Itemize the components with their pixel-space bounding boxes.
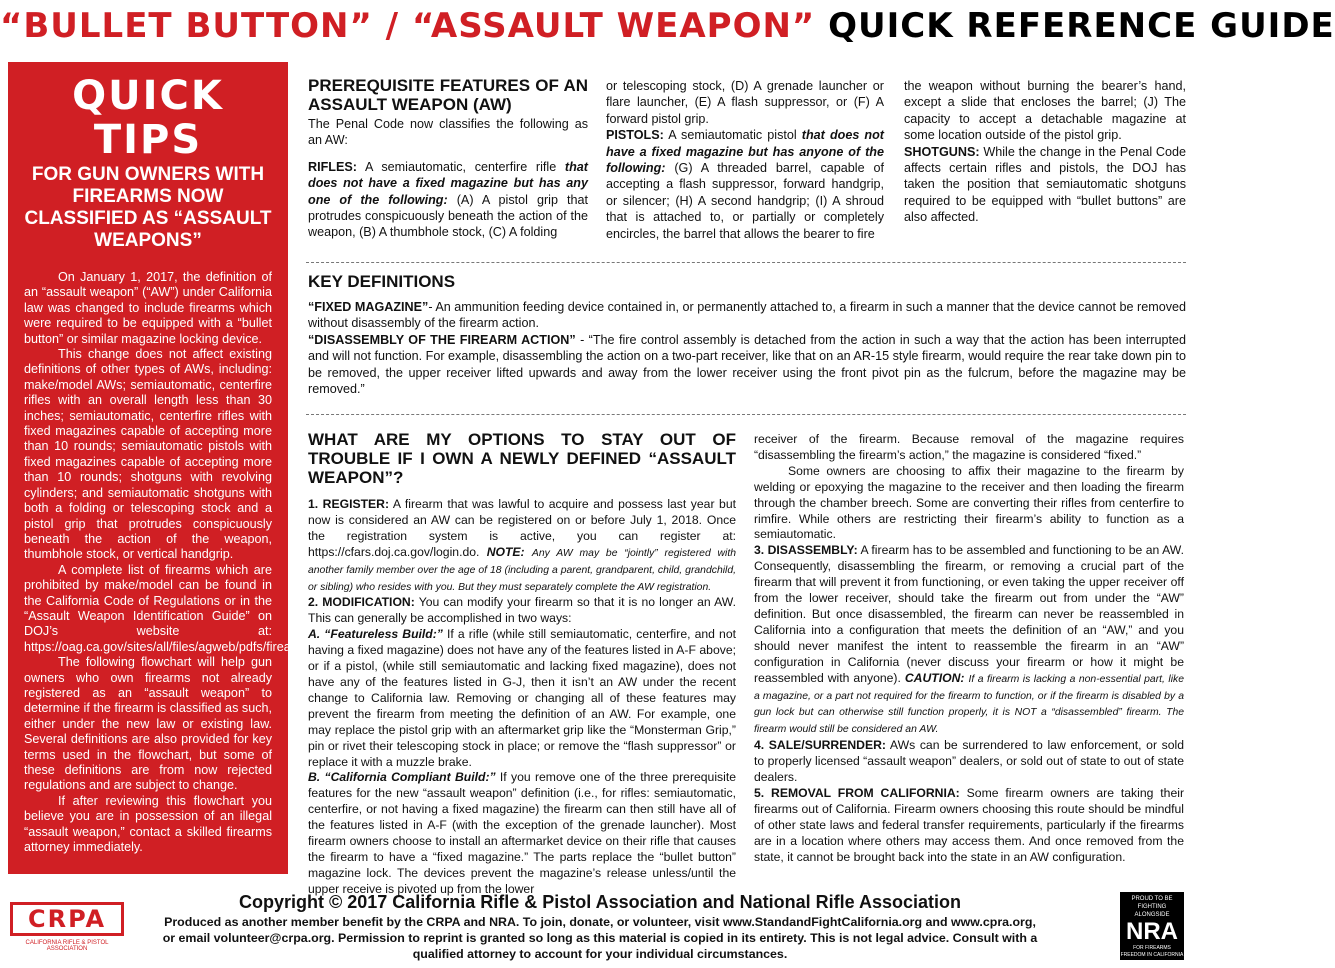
fixed-magazine-def xyxy=(308,299,1186,332)
sidebar-paragraph: The following flowchart will help gun owners who own firearms not already registered as an “assault weapon” to determine if the firearm is classified as such, either under the new law or existing law. Several definitions are also provided for key terms used in the flowchart, but some of these definitions are from now rejected regulations and are subject to change. xyxy=(24,655,272,793)
compliant-paragraph xyxy=(308,770,736,897)
prereq-col-2 xyxy=(606,78,884,242)
compliant-label: B. “California Compliant Build:” xyxy=(308,770,496,785)
register-label: 1. REGISTER: xyxy=(308,497,390,511)
sidebar-paragraph: If after reviewing this flowchart you believe you are in possession of an illegal “assault weapon,” contact a skilled firearms attorney immediately. xyxy=(24,793,272,855)
page-title xyxy=(0,6,1335,46)
rifles-label: RIFLES: xyxy=(308,159,357,174)
footer-note: Produced as another member benefit by the CRPA and NRA. To join, donate, or volunteer, visit www.StandandFightCalifornia.org and www.cpra.org, or email volunteer@crpa.org. Permission to reprint is granted so long as this material is copied in its entirety. This is not legal advice. Consult with a qualified attorney to account for your individual circumstances. xyxy=(162,915,1038,961)
copyright: Copyright © 2017 California Rifle & Pistol Association and National Rifle Association xyxy=(238,892,962,912)
definitions-heading: KEY DEFINITIONS xyxy=(308,272,456,291)
disassembly-option-label: 3. DISASSEMBLY: xyxy=(754,543,858,558)
shotguns-label: SHOTGUNS: xyxy=(904,144,980,159)
featureless-label: A. “Featureless Build:” xyxy=(308,627,443,642)
modification-paragraph xyxy=(308,595,736,627)
divider xyxy=(306,262,1186,263)
crpa-logo-subtitle: CALIFORNIA RIFLE & PISTOL ASSOCIATION xyxy=(25,940,109,952)
disassembly-label: “DISASSEMBLY OF THE FIREARM ACTION” xyxy=(308,332,576,347)
pistols-paragraph xyxy=(606,127,884,242)
removal-text: Some firearm owners are taking their firearms out of California. Firearm owners choosing this route should be mindful of other state laws and federal transfer requirements, particularly if the firearms are in a location where others may access them. And once removed from the state, it cannot be brought back into the state in an AW configuration. xyxy=(754,785,1185,864)
prereq-heading: PREREQUISITE FEATURES OF AN ASSAULT WEAPON (AW) xyxy=(308,76,588,114)
nra-logo-text: NRA xyxy=(1126,918,1178,945)
modification-text: You can modify your firearm so that it is no longer an AW. This can generally be accomplished in two ways: xyxy=(308,595,736,626)
fixed-magazine-label: “FIXED MAGAZINE” xyxy=(308,300,429,314)
sale-label: 4. SALE/SURRENDER: xyxy=(754,738,886,753)
pistols-italic: that does not have a fixed magazine but has anyone of the following: xyxy=(606,128,884,176)
pistols-label: PISTOLS: xyxy=(606,128,664,143)
nra-logo-top: PROUD TO BE FIGHTING ALONGSIDE xyxy=(1131,896,1173,918)
prereq-col-3 xyxy=(904,78,1186,226)
shotguns-paragraph xyxy=(904,144,1186,226)
sidebar-paragraph: A complete list of firearms which are prohibited by make/model can be found in the California Code of Regulations or in the “Assault Weapon Identification Guide” on DOJ’s website at: https://oag.ca.gov/sites/all/files/agweb/pdfs/firearms/forms/awguide.pdf. xyxy=(24,562,422,654)
compliant-text: If you remove one of the three prerequisite features for the new “assault weapon” definition (i.e., for rifles: semiautomatic, centerfire, or not having a fixed magazine) the firearm can then still have all of the features listed in A-F (with the exception of the grenade launcher). Most firearm owners choose to install an aftermarket device on their rifle that causes the firearm to have a “fixed magazine.” The parts replace the “bullet button” magazine lock. The devices prevent the magazine’s release unless/until the upper receive is pivoted up from the lower xyxy=(308,770,737,896)
featureless-text: If a rifle (while still semiautomatic, centerfire, and not having a fixed magazine) does not have any of the features listed in A-F above; or if a pistol, (while still semiautomatic and lacking fixed magazine), does not have any of the features listed in G-J, then it isn’t an AW under the recent change to California law. Removing or changing all of these features may prevent the firearm from meeting the definition of an AW. For example, one may replace the pistol grip with an aftermarket grip like the “Monsterman Grip,” pin or rivet their telescoping stock in place; or remove the “flash suppressor” or replace it with a muzzle brake. xyxy=(308,627,737,769)
options-col-2 xyxy=(754,432,1184,865)
prereq-intro: The Penal Code now classifies the following as an AW: xyxy=(308,117,588,148)
disassembly-paragraph xyxy=(754,543,1184,738)
shotguns-text: While the change in the Penal Code affects certain rifles and pistols, the DOJ has taken the position that semiautomatic shotguns required to be equipped with “bullet buttons” are also affected. xyxy=(904,144,1187,225)
quick-tips-subheading: FOR GUN OWNERS WITH FIREARMS NOW CLASSIFIED AS “ASSAULT WEAPONS” xyxy=(24,164,272,251)
caution-label: CAUTION: xyxy=(904,670,965,685)
nra-logo-bottom: FOR FIREARMS FREEDOM IN CALIFORNIA xyxy=(1120,945,1184,958)
some-owners-paragraph: Some owners are choosing to affix their magazine to the firearm by welding or epoxying the magazine to the receiver and then loading the firearm through the chamber breech. Some are converting their rifles from centerfire to rimfire. While others are restricting their firearm’s ability to function as a semiautomatic. xyxy=(754,463,1184,542)
register-note-label: NOTE: xyxy=(486,544,525,559)
sale-paragraph xyxy=(754,738,1184,786)
quick-tips-heading: QUICK TIPS xyxy=(72,73,224,163)
compliant-cont: receiver of the firearm. Because removal of the magazine requires “disassembling the firearm’s action,” the magazine is considered “fixed.” xyxy=(754,432,1184,462)
modification-label: 2. MODIFICATION: xyxy=(308,595,415,610)
featureless-paragraph xyxy=(308,627,736,770)
nra-logo xyxy=(1120,892,1184,960)
register-text: A firearm that was lawful to acquire and possess last year but now is considered an AW can be registered on or before July 1, 2018. Once the registration system is active, you can register at: https://cfars.doj.ca.gov/login.do. xyxy=(308,497,736,559)
disassembly-option-text: A firearm has to be assembled and functioning to be an AW. Consequently, disassembling the firearm, or removing a crucial part of the firearm that will prevent it from functioning, or even taking the upper receiver off from the lower receiver, should take the firearm out from under the “AW” definition. But once disassembled, the firearm can never be reassembled in California into a configuration that meets the definition of an “AW,” and you should never manifest the intent to reassemble the firearm in an “AW” configuration in California (never discuss your firearm or how it might be reassembled with anyone). xyxy=(754,543,1185,685)
sidebar-paragraph: This change does not affect existing definitions of other types of AWs, including: make/model AWs; semiautomatic, centerfire rifles with an overall length less than 30 inches; semiautomatic, centerfire rifles with fixed magazines capable of accepting more than 10 rounds; semiautomatic pistols with fixed magazines capable of accepting more than 10 rounds; shotguns with revolving cylinders; and semiautomatic shotguns with both a folding or telescoping stock and a pistol grip that protrudes conspicuously beneath the action of the weapon, thumbhole stock, or vertical handgrip. xyxy=(24,347,272,562)
pistols-text: A semiautomatic pistol xyxy=(668,128,797,143)
fixed-magazine-text: - An ammunition feeding device contained in, or permanently attached to, a firearm in such a manner that the device cannot be removed without disassembly of the firearm action. xyxy=(308,300,1187,331)
disassembly-def xyxy=(308,332,1186,398)
key-definitions xyxy=(308,272,1186,397)
removal-label: 5. REMOVAL FROM CALIFORNIA: xyxy=(754,785,960,800)
divider xyxy=(306,414,1186,415)
disassembly-text: - “The fire control assembly is detached from the action in such a way that the action has been interrupted and will not function. For example, disassembling the action on a two-part receiver, like that on an AR-15 style firearm, would require the rear take down pin to be removed, the upper receiver lifted upwards and away from the lower receiver using the front pivot pin as the fulcrum, before the magazine may be removed.” xyxy=(308,332,1186,397)
rifles-paragraph xyxy=(308,159,588,241)
register-paragraph xyxy=(308,497,736,595)
rifles-list-cont: or telescoping stock, (D) A grenade launcher or flare launcher, (E) A flash suppressor, or (F) A forward pistol grip. xyxy=(606,79,884,126)
register-note: Any AW may be “jointly” registered with another family member over the age of 18 (including a parent, grandparent, child, grandchild, or sibling) who resides with you. But they must separately complete the AW registration. xyxy=(308,547,736,593)
prereq-col-1 xyxy=(308,76,588,241)
pistols-list: (G) A threaded barrel, capable of accepting a flash suppressor, forward handgrip, or silencer; (H) A second handgrip; (I) A shroud that is attached to, or partially or completely encircles, the barrel that allows the bearer to fire xyxy=(606,161,884,241)
rifles-text: A semiautomatic, centerfire rifle xyxy=(364,159,557,174)
title-red: “BULLET BUTTON” / “ASSAULT WEAPON” xyxy=(0,6,816,46)
rifles-list: (A) A pistol grip that protrudes conspicuously beneath the action of the weapon, (B) A thumbhole stock, (C) A folding xyxy=(308,192,589,240)
options-col-1 xyxy=(308,430,736,898)
removal-paragraph xyxy=(754,786,1184,866)
pistols-list-cont: the weapon without burning the bearer’s hand, except a slide that encloses the barrel; (J) The capacity to accept a detachable magazine at some location outside of the pistol grip. xyxy=(904,79,1186,143)
sale-text: AWs can be surrendered to law enforcement, or sold to properly licensed “assault weapon” dealers, or sold out of state to out of state dealers. xyxy=(754,738,1184,785)
title-black: QUICK REFERENCE GUIDE xyxy=(828,6,1335,46)
caution-text: If a firearm is lacking a non-essential part, like a magazine, or a part not required for the firearm to function, or if the firearm is disabled by a gun lock but can otherwise still function properly, it is NOT a “disassembled” firearm. The firearm would still be considered an AW. xyxy=(754,673,1185,736)
rifles-italic: that does not have a fixed magazine but has any one of the following: xyxy=(308,159,588,207)
sidebar-paragraph: On January 1, 2017, the definition of an “assault weapon” (“AW”) under California law was changed to include firearms which were required to be equipped with a “bullet button” or similar magazine locking device. xyxy=(24,270,272,346)
options-heading: WHAT ARE MY OPTIONS TO STAY OUT OF TROUBLE IF I OWN A NEWLY DEFINED “ASSAULT WEAPON”? xyxy=(308,430,736,487)
crpa-logo: CRPA xyxy=(10,902,124,936)
